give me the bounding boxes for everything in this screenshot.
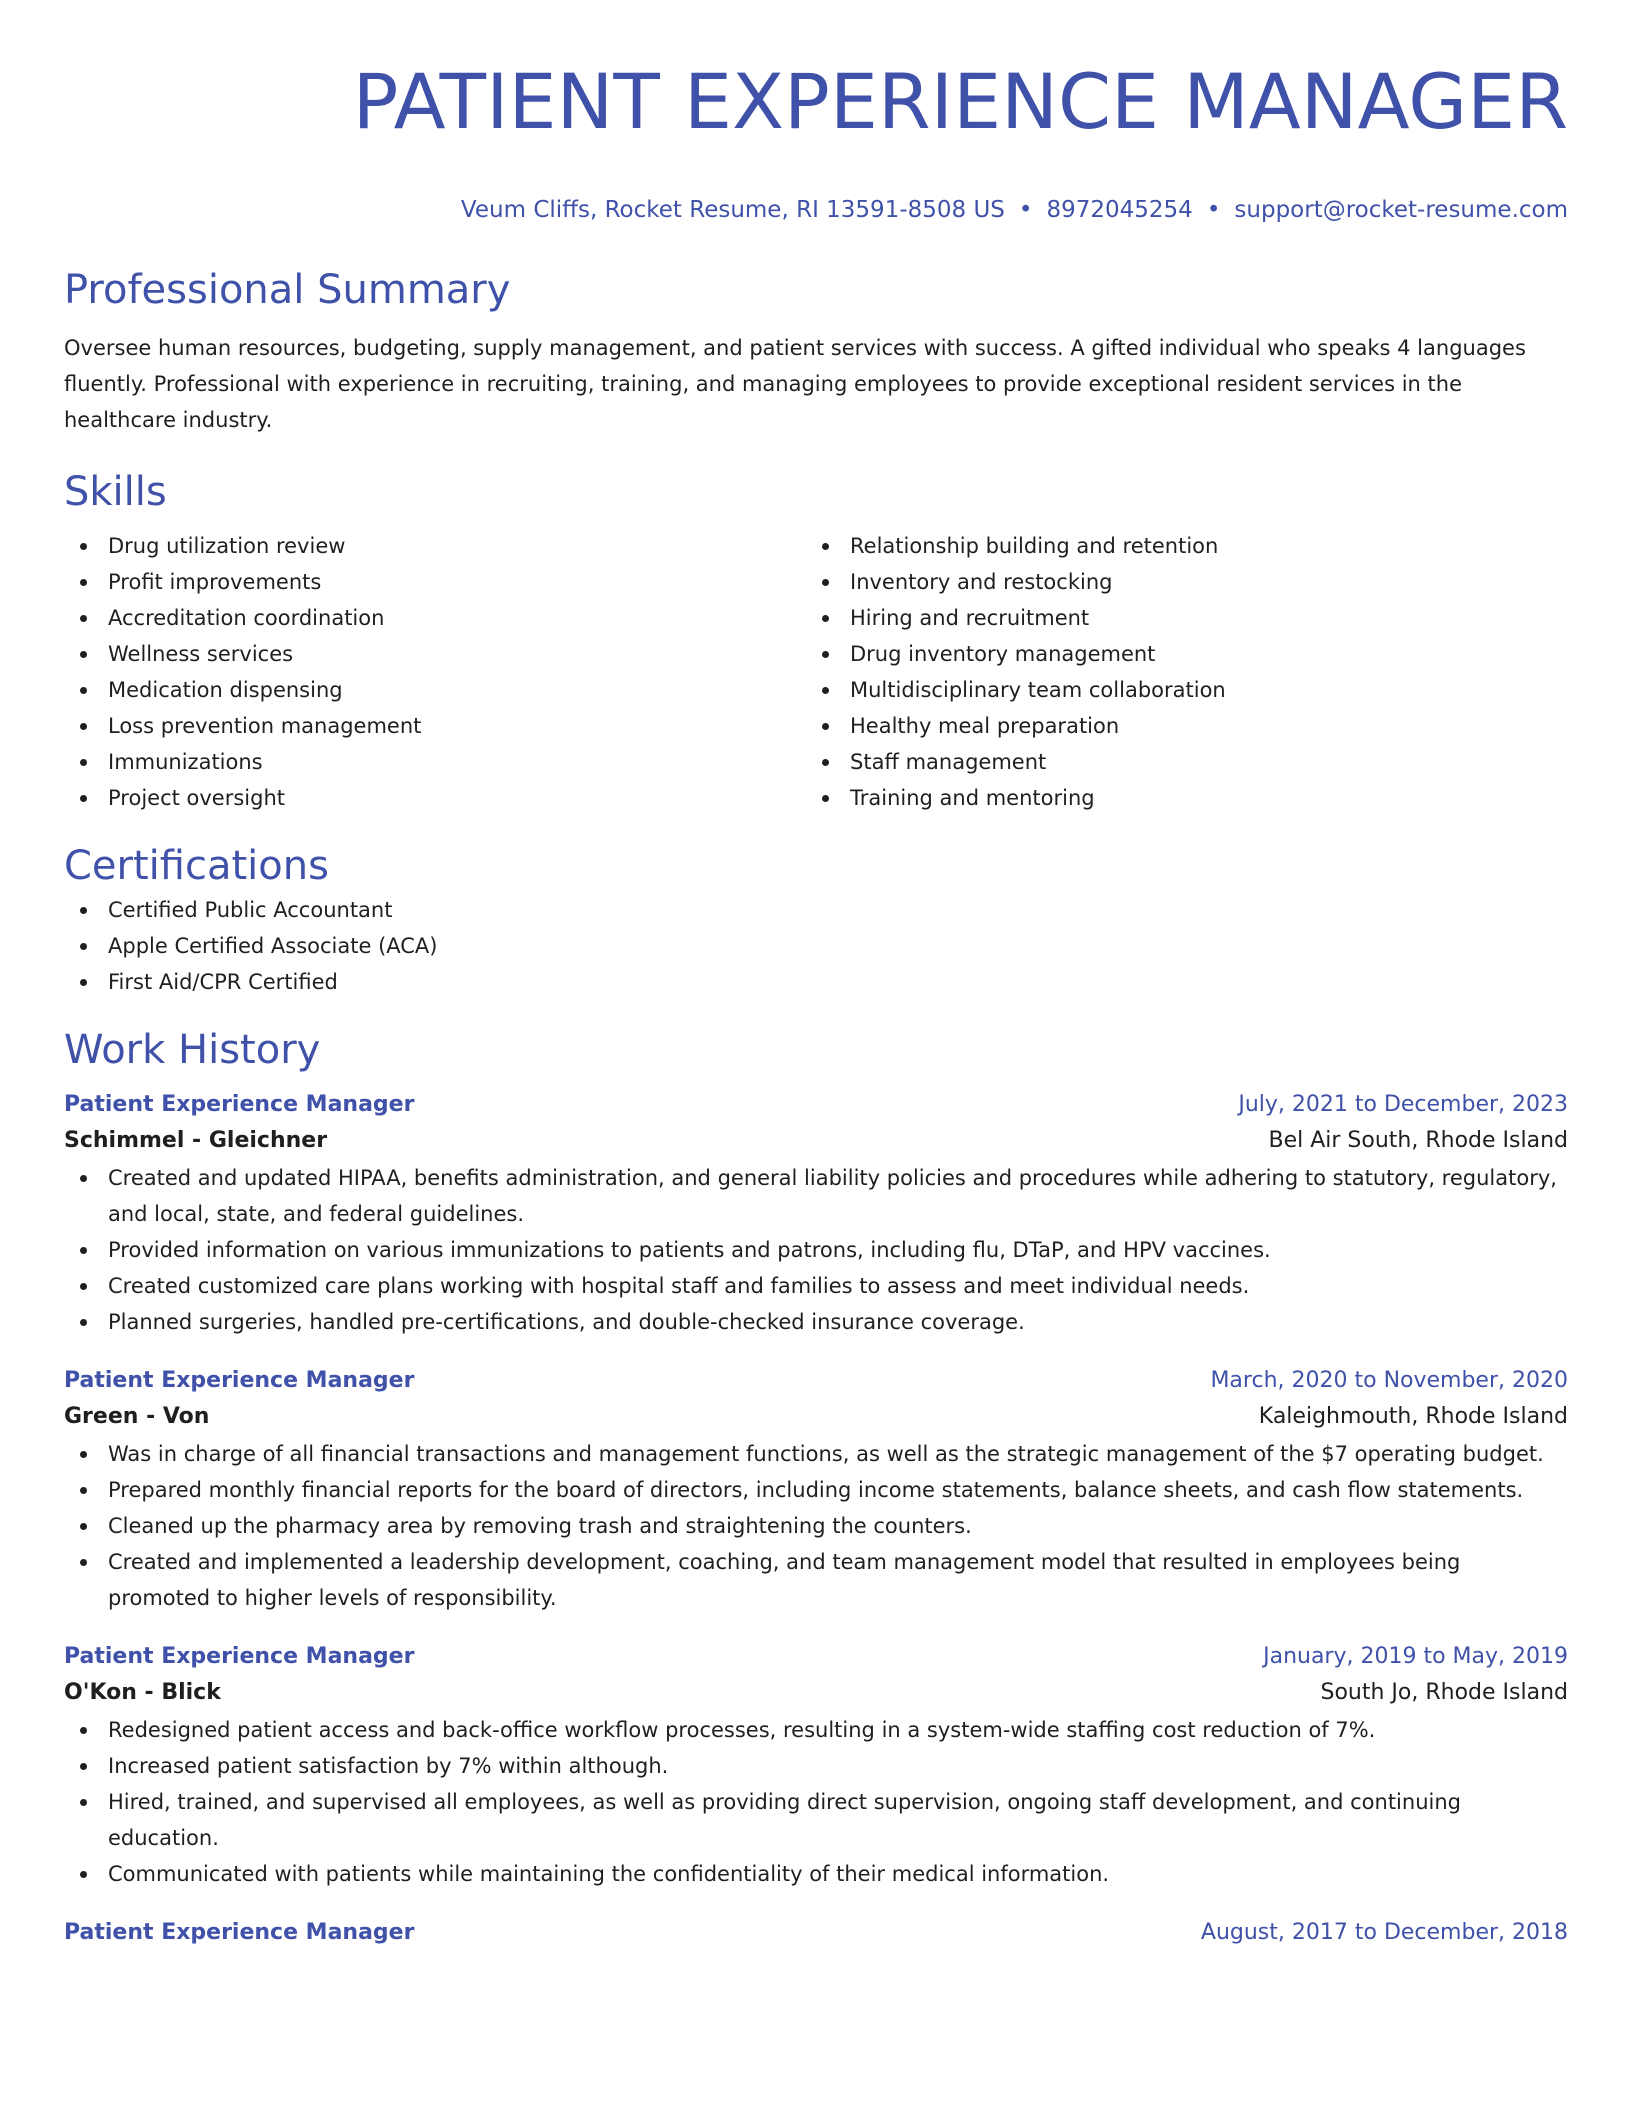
job-location: Kaleighmouth, Rhode Island <box>1258 1404 1568 1429</box>
job-bullets <box>64 1436 1568 1616</box>
job-entry <box>64 1916 1568 1950</box>
contact-phone: 8972045254 <box>1046 197 1193 223</box>
job-title: Patient Experience Manager <box>64 1644 415 1669</box>
skill-item: Accreditation coordination <box>64 600 806 636</box>
job-company: O'Kon - Blick <box>64 1680 221 1705</box>
job-title-row <box>64 1364 1568 1398</box>
certification-item: Apple Certified Associate (ACA) <box>64 928 1568 964</box>
contact-separator: • <box>1206 197 1221 223</box>
skill-item: Relationship building and retention <box>806 528 1548 564</box>
job-bullet: Created customized care plans working with hospital staff and families to assess and meet individual needs. <box>64 1268 1568 1304</box>
contact-line <box>64 194 1568 226</box>
skill-item: Profit improvements <box>64 564 806 600</box>
skill-item: Multidisciplinary team collaboration <box>806 672 1548 708</box>
contact-address: Veum Cliffs, Rocket Resume, RI 13591-8508 US <box>460 197 1005 223</box>
contact-separator: • <box>1018 197 1033 223</box>
job-entry <box>64 1640 1568 1892</box>
skill-item: Project oversight <box>64 780 806 816</box>
job-dates: March, 2020 to November, 2020 <box>1210 1368 1568 1393</box>
job-entry <box>64 1088 1568 1340</box>
job-bullet: Was in charge of all financial transactions and management functions, as well as the strategic management of the $7 operating budget. <box>64 1436 1568 1472</box>
skills-heading: Skills <box>64 469 167 515</box>
job-dates: January, 2019 to May, 2019 <box>1263 1644 1568 1669</box>
job-bullet: Provided information on various immunizations to patients and patrons, including flu, DTaP, and HPV vaccines. <box>64 1232 1568 1268</box>
skill-item: Hiring and recruitment <box>806 600 1548 636</box>
skill-item: Training and mentoring <box>806 780 1548 816</box>
job-bullets <box>64 1712 1568 1892</box>
job-bullet: Cleaned up the pharmacy area by removing trash and straightening the counters. <box>64 1508 1568 1544</box>
job-title-row <box>64 1640 1568 1674</box>
job-title: Patient Experience Manager <box>64 1092 415 1117</box>
job-bullet: Hired, trained, and supervised all employees, as well as providing direct supervision, ongoing staff development, and continuing education. <box>64 1784 1568 1856</box>
certifications-list <box>64 892 1568 1000</box>
job-bullet: Prepared monthly financial reports for the board of directors, including income statements, balance sheets, and cash flow statements. <box>64 1472 1568 1508</box>
job-location: South Jo, Rhode Island <box>1320 1680 1568 1705</box>
job-dates: July, 2021 to December, 2023 <box>1238 1092 1568 1117</box>
skill-item: Immunizations <box>64 744 806 780</box>
job-bullet: Created and implemented a leadership development, coaching, and team management model that resulted in employees being promoted to higher levels of responsibility. <box>64 1544 1568 1616</box>
skill-item: Drug utilization review <box>64 528 806 564</box>
summary-heading: Professional Summary <box>64 267 511 313</box>
skill-item: Drug inventory management <box>806 636 1548 672</box>
skill-item: Staff management <box>806 744 1548 780</box>
certification-item: First Aid/CPR Certified <box>64 964 1568 1000</box>
resume-title: PATIENT EXPERIENCE MANAGER <box>352 57 1568 146</box>
job-bullet: Communicated with patients while maintaining the confidentiality of their medical information. <box>64 1856 1568 1892</box>
skill-item: Inventory and restocking <box>806 564 1548 600</box>
skill-item: Wellness services <box>64 636 806 672</box>
job-company-row <box>64 1122 1568 1160</box>
job-bullet: Planned surgeries, handled pre-certifications, and double-checked insurance coverage. <box>64 1304 1568 1340</box>
job-company-row <box>64 1398 1568 1436</box>
certifications-heading: Certifications <box>64 843 329 889</box>
work-history-heading: Work History <box>64 1027 321 1073</box>
job-entry <box>64 1364 1568 1616</box>
summary-text: Oversee human resources, budgeting, supply management, and patient services with success. A gifted individual who speaks 4 languages fluently. Professional with experience in recruiting, training, and managing employees to provide exceptional resident services in the healthcare industry. <box>64 336 1526 432</box>
job-title: Patient Experience Manager <box>64 1368 415 1393</box>
job-title-row <box>64 1916 1568 1950</box>
job-bullet: Created and updated HIPAA, benefits administration, and general liability policies and procedures while adhering to statutory, regulatory, and local, state, and federal guidelines. <box>64 1160 1568 1232</box>
job-title: Patient Experience Manager <box>64 1920 415 1945</box>
job-bullet: Increased patient satisfaction by 7% within although. <box>64 1748 1568 1784</box>
job-bullets <box>64 1160 1568 1340</box>
skill-item: Medication dispensing <box>64 672 806 708</box>
job-title-row <box>64 1088 1568 1122</box>
contact-email[interactable]: support@rocket-resume.com <box>1234 197 1568 223</box>
job-company: Green - Von <box>64 1404 210 1429</box>
job-company-row <box>64 1674 1568 1712</box>
certification-item: Certified Public Accountant <box>64 892 1568 928</box>
skill-item: Loss prevention management <box>64 708 806 744</box>
skill-item: Healthy meal preparation <box>806 708 1548 744</box>
job-company: Schimmel - Gleichner <box>64 1128 328 1153</box>
job-dates: August, 2017 to December, 2018 <box>1200 1920 1568 1945</box>
job-bullet: Redesigned patient access and back-office workflow processes, resulting in a system-wide staffing cost reduction of 7%. <box>64 1712 1568 1748</box>
resume-page <box>64 0 1568 1950</box>
skills-list-right <box>806 528 1548 816</box>
job-location: Bel Air South, Rhode Island <box>1268 1128 1568 1153</box>
skills-list-left <box>64 528 806 816</box>
skills-columns <box>64 528 1568 816</box>
